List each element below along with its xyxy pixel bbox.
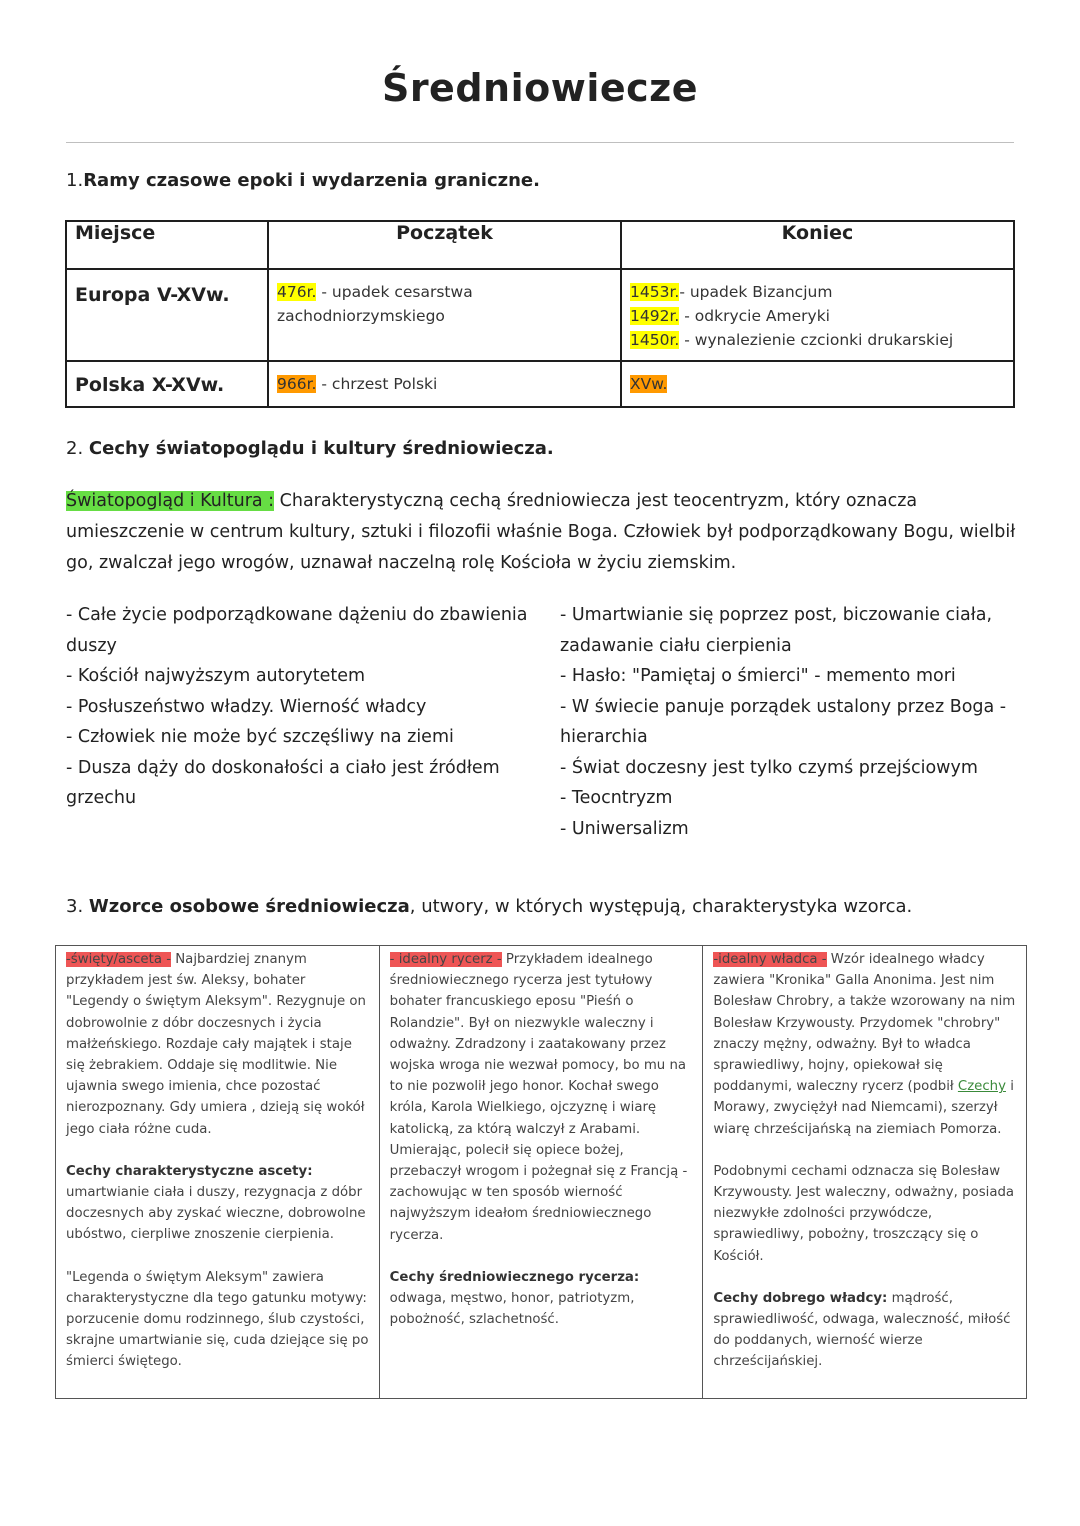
row-end — [621, 269, 1014, 361]
header-place: Miejsce — [66, 221, 268, 269]
pattern-intro: Wzór idealnego władcy zawiera "Kronika" Galla Anonima. Jest nim Bolesław Chrobry, a także wzorowany na nim Bolesław Krzywousty. Przydomek "chrobry" znaczy mężny, odważny. Był to władca sprawiedliwy, hojny, opiekował się poddanymi, waleczny rycerz (podbił — [713, 952, 1016, 1095]
section-1-number: 1. — [66, 170, 84, 191]
table-header-row — [66, 221, 1014, 269]
list-item: - Hasło: "Pamiętaj o śmierci" - memento mori — [560, 666, 956, 686]
traits-text: umartwianie ciała i duszy, rezygnacja z dóbr doczesnych aby zyskać wieczne, dobrowolne ubóstwo, cierpliwe znoszenie cierpienia. — [66, 1185, 366, 1243]
list-item: - Umartwianie się poprzez post, biczowanie ciała, zadawanie ciału cierpienia — [560, 605, 993, 656]
czechy-link[interactable]: Czechy — [957, 1079, 1006, 1095]
row-place: Polska X-XVw. — [66, 361, 268, 407]
list-item: - W świecie panuje porządek ustalony przez Boga - hierarchia — [560, 696, 1007, 747]
date-highlight: XVw. — [630, 375, 668, 393]
traits-text: odwaga, męstwo, honor, patriotyzm, pobożność, szlachetność. — [389, 1291, 635, 1328]
pattern-ascet — [56, 946, 379, 1398]
pattern-intro: Przykładem idealnego średniowiecznego rycerza jest tytułowy bohater francuskiego eposu "Pieśń o Rolandzie". Był on niezwykle waleczny i odważny. Zdradzony i zaatakowany przez wojska wroga nie wezwał pomocy, bo mu na to nie pozwolił jego honor. Kochał swego króla, Karola Wielkiego, ojczyznę i wiarę katolicką, za którą walczył z Arabami. Umierając, polecił się opiece bożej, przebaczył wrogom i pożegnał się z Francją - zachowując w ten sposób wierność najwyższym ideałom średniowiecznego rycerza. — [389, 952, 688, 1243]
table-row — [66, 269, 1014, 361]
traits-text: mądrość, sprawiedliwość, odwaga, waleczność, miłość do poddanych, wierność wierze chrześcijańskiej. — [713, 1290, 1011, 1370]
date-highlight: 1492r. — [630, 307, 680, 325]
pattern-similar: Podobnymi cechami odznacza się Bolesław Krzywousty. Jest waleczny, odważny, posiada niezwykłe zdolności przywódcze, sprawiedliwy, pobożny, troszczący się o Kościół. — [713, 1163, 1015, 1264]
page-title: Średniowiecze — [381, 66, 699, 110]
date-highlight: 476r. — [277, 283, 317, 301]
event-text: - odkrycie Ameryki — [679, 307, 830, 325]
traits-label: Cechy charakterystyczne ascety: — [66, 1163, 313, 1179]
worldview-text: Charakterystyczną cechą średniowiecza jest teocentryzm, który oznacza umieszczenie w centrum kultury, sztuki i filozofii właśnie Boga. Człowiek był podporządkowany Bogu, wielbił go, zwalczał jego wrogów, uznawał naczelną rolę Kościoła w życiu ziemskim. — [66, 491, 1016, 573]
header-start: Początek — [268, 221, 621, 269]
pattern-label: - idealny rycerz - — [389, 952, 502, 967]
pattern-ruler — [702, 946, 1026, 1398]
worldview-label: Światopogląd i Kultura : — [66, 491, 275, 511]
list-item: - Teocntryzm — [560, 788, 673, 808]
event-text: - wynalezienie czcionki drukarskiej — [679, 331, 954, 349]
section-2-heading — [66, 438, 554, 459]
personal-patterns-table — [55, 945, 1027, 1399]
section-1-title: Ramy czasowe epoki i wydarzenia graniczne. — [83, 170, 540, 191]
row-start — [268, 361, 621, 407]
date-highlight: 1450r. — [630, 331, 680, 349]
list-item: - Świat doczesny jest tylko czymś przejściowym — [560, 757, 978, 778]
traits-label: Cechy średniowiecznego rycerza: — [389, 1269, 640, 1285]
section-3-heading — [66, 896, 912, 917]
list-item: - Uniwersalizm — [560, 818, 689, 839]
date-highlight: 1453r. — [630, 283, 680, 301]
list-item: - Dusza dąży do doskonałości a ciało jest źródłem grzechu — [66, 757, 500, 808]
header-end: Koniec — [621, 221, 1014, 269]
pattern-label: -idealny władca - — [713, 952, 827, 967]
list-item: - Posłuszeństwo władzy. Wierność władcy — [66, 696, 427, 717]
date-highlight: 966r. — [277, 375, 317, 393]
title-divider — [66, 142, 1014, 143]
timeframe-table — [65, 220, 1015, 408]
table-row — [66, 361, 1014, 407]
event-text: - chrzest Polski — [316, 375, 438, 393]
features-right-list — [560, 600, 1020, 844]
pattern-intro-cont: i Morawy, zwyciężył nad Niemcami), szerzył wiarę chrześcijańską na ziemiach Pomorza. — [713, 1079, 1014, 1137]
section-2-title: Cechy światopoglądu i kultury średniowiecza. — [88, 438, 554, 459]
pattern-outro: "Legenda o świętym Aleksym" zawiera charakterystyczne dla tego gatunku motywy: porzucenie domu rodzinnego, ślub czystości, skrajne umartwianie się, cuda dziejące się po śmierci świętego. — [66, 1269, 369, 1370]
row-start — [268, 269, 621, 361]
event-text: - upadek Bizancjum — [679, 283, 833, 301]
event-text: - upadek cesarstwa zachodniorzymskiego — [277, 283, 473, 325]
section-3-title: Wzorce osobowe średniowiecza — [88, 896, 410, 917]
section-3-rest: , utwory, w których występują, charakterystyka wzorca. — [409, 896, 913, 917]
list-item: - Kościół najwyższym autorytetem — [66, 666, 366, 686]
list-item: - Całe życie podporządkowane dążeniu do zbawienia duszy — [66, 605, 528, 656]
worldview-paragraph — [66, 486, 1016, 579]
row-place: Europa V-XVw. — [66, 269, 268, 361]
traits-label: Cechy dobrego władcy: — [713, 1290, 888, 1306]
pattern-label: -święty/asceta - — [66, 952, 171, 967]
list-item: - Człowiek nie może być szczęśliwy na ziemi — [66, 727, 454, 747]
features-left-list — [66, 600, 536, 814]
pattern-knight — [379, 946, 703, 1398]
row-end — [621, 361, 1014, 407]
section-1-heading — [66, 170, 540, 191]
pattern-intro: Najbardziej znanym przykładem jest św. Aleksy, bohater "Legendy o świętym Aleksym". Rezygnuje on dobrowolnie z dóbr doczesnych i życia małżeńskiego. Rozdaje cały majątek i staje się żebrakiem. Oddaje się modlitwie. Nie ujawnia swego imienia, chce pozostać nierozpoznany. Gdy umiera , dzieją się wokół jego ciała różne cuda. — [66, 952, 366, 1137]
section-2-number: 2. — [66, 438, 89, 459]
section-3-number: 3. — [66, 896, 89, 917]
